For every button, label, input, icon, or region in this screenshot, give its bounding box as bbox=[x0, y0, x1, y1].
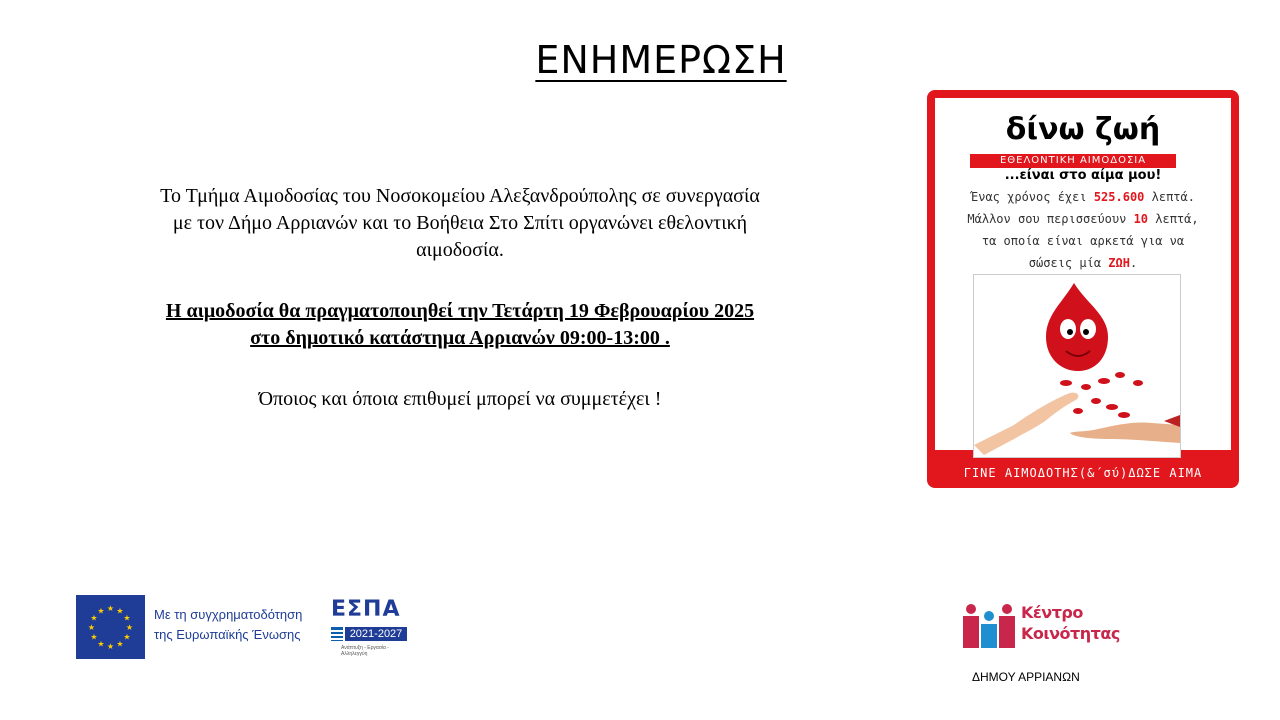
msg-text: . bbox=[1129, 256, 1138, 270]
msg-text: Ένας χρόνος έχει bbox=[971, 190, 1094, 204]
eu-line: της Ευρωπαϊκής Ένωσης bbox=[154, 627, 301, 642]
svg-text:★: ★ bbox=[116, 606, 124, 616]
intro-line: Το Τμήμα Αιμοδοσίας του Νοσοκομείου Αλεξανδρούπολης σε συνεργασία bbox=[160, 185, 760, 207]
svg-text:★: ★ bbox=[106, 642, 115, 651]
intro-paragraph bbox=[90, 183, 830, 264]
date-line: Η αιμοδοσία θα πραγματοποιηθεί την Τετάρτη 19 Φεβρουαρίου 2025 bbox=[165, 300, 755, 322]
svg-text:★: ★ bbox=[90, 632, 98, 642]
eu-cofunding-text bbox=[154, 605, 302, 645]
intro-line: με τον Δήμο Αρριανών και το Βοήθεια Στο Σπίτι οργανώνει εθελοντική bbox=[172, 212, 748, 234]
msg-text: λεπτά. bbox=[1144, 190, 1195, 204]
msg-text: σώσεις μία bbox=[1028, 256, 1109, 270]
svg-text:★: ★ bbox=[123, 632, 131, 642]
poster-message bbox=[937, 186, 1229, 274]
poster-footer: ΓΙΝΕ ΑΙΜΟΔΟΤΗΣ(&΄σύ)ΔΩΣΕ ΑΙΜΑ bbox=[963, 466, 1203, 480]
kentro-line: Κοινότητας bbox=[1021, 624, 1120, 643]
svg-text:★: ★ bbox=[106, 604, 115, 613]
espa-title: ΕΣΠΑ bbox=[331, 597, 401, 622]
svg-text:★: ★ bbox=[97, 606, 105, 616]
blood-donation-poster bbox=[927, 90, 1239, 488]
poster-banner: ΕΘΕΛΟΝΤΙΚΗ ΑΙΜΟΔΟΣΙΑ bbox=[970, 154, 1176, 168]
location-line: στο δημοτικό κατάστημα Αρριανών 09:00-13:00 . bbox=[250, 327, 670, 349]
minutes-in-year: 525.600 bbox=[1093, 190, 1145, 204]
msg-text: τα οποία είναι αρκετά για να bbox=[981, 234, 1185, 248]
ten-minutes: 10 bbox=[1133, 212, 1149, 226]
espa-logo bbox=[331, 597, 411, 657]
svg-text:★: ★ bbox=[90, 613, 98, 623]
msg-text: Μάλλον σου περισσεύουν bbox=[967, 212, 1134, 226]
page-title: ΕΝΗΜΕΡΩΣΗ bbox=[535, 38, 787, 82]
svg-text:★: ★ bbox=[97, 639, 105, 649]
invitation-paragraph: Όποιος και όποια επιθυμεί μπορεί να συμμετέχει ! bbox=[258, 388, 662, 410]
poster-title: δίνω ζωή bbox=[1005, 112, 1161, 147]
espa-tagline: Ανάπτυξη - Εργασία - Αλληλεγγύη bbox=[341, 645, 389, 657]
greek-flag-icon bbox=[331, 627, 343, 641]
blood-drop-hands-image bbox=[973, 274, 1181, 458]
hands-icon bbox=[974, 393, 1180, 455]
intro-line: αιμοδοσία. bbox=[416, 239, 504, 261]
kentro-koinotitas-logo bbox=[961, 600, 1120, 656]
espa-years: 2021-2027 bbox=[345, 627, 407, 641]
kentro-text bbox=[1021, 602, 1120, 644]
poster-subtitle: ...είναι στο αίμα μου! bbox=[1004, 168, 1162, 183]
blood-drop-icon bbox=[1046, 283, 1108, 371]
community-people-icon bbox=[961, 600, 1017, 652]
msg-text: λεπτά, bbox=[1148, 212, 1199, 226]
municipality-label: ΔΗΜΟΥ ΑΡΡΙΑΝΩΝ bbox=[972, 670, 1080, 684]
poster-panel bbox=[935, 98, 1231, 450]
eu-flag-icon bbox=[76, 595, 145, 659]
svg-text:★: ★ bbox=[116, 639, 124, 649]
kentro-line: Κέντρο bbox=[1021, 603, 1083, 622]
svg-text:★: ★ bbox=[125, 623, 134, 632]
svg-text:★: ★ bbox=[87, 623, 96, 632]
life-word: ΖΩΗ bbox=[1108, 256, 1130, 270]
svg-text:★: ★ bbox=[123, 613, 131, 623]
eu-line: Με τη συγχρηματοδότηση bbox=[154, 607, 303, 622]
date-paragraph bbox=[90, 298, 830, 352]
